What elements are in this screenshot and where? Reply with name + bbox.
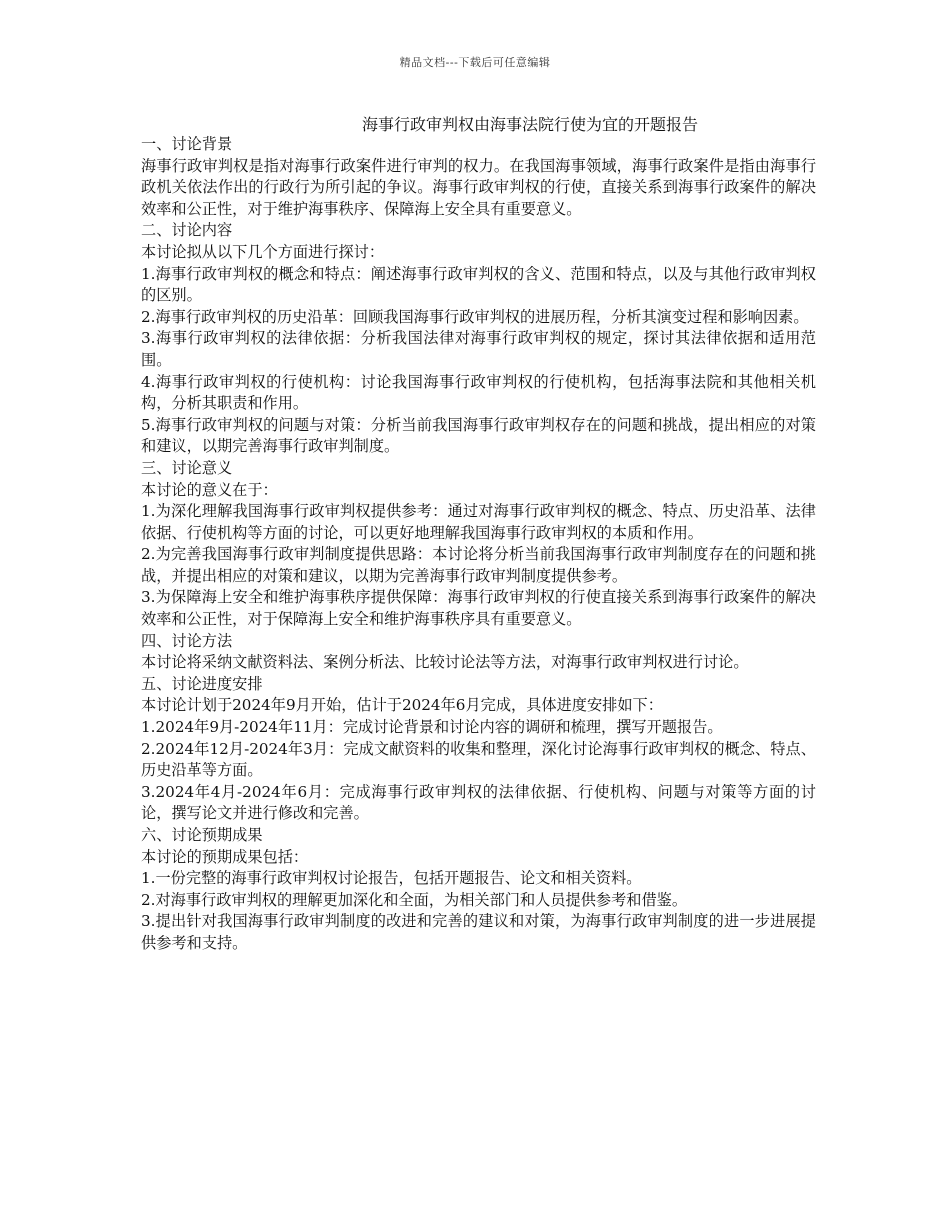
section-heading: 二、讨论内容 bbox=[141, 221, 233, 240]
paragraph: 2.2024年12月-2024年3月：完成文献资料的收集和整理，深化讨论海事行政审判权的概念、特点、历史沿革等方面。 bbox=[141, 739, 816, 780]
paragraph: 2.为完善我国海事行政审判制度提供思路：本讨论将分析当前我国海事行政审判制度存在的问题和挑战，并提出相应的对策和建议，以期为完善海事行政审判制度提供参考。 bbox=[141, 545, 816, 585]
section-heading: 六、讨论预期成果 bbox=[141, 826, 263, 844]
paragraph: 海事行政审判权是指对海事行政案件进行审判的权力。在我国海事领域，海事行政案件是指由海事行政机关依法作出的行政行为所引起的争议。海事行政审判权的行使，直接关系到海事行政案件的解决效率和公正性，对于维护海事秩序、保障海上安全具有重要意义。 bbox=[141, 156, 816, 218]
section-heading: 五、讨论进度安排 bbox=[141, 674, 263, 693]
section-heading: 四、讨论方法 bbox=[141, 631, 233, 650]
paragraph: 2.对海事行政审判权的理解更加深化和全面，为相关部门和人员提供参考和借鉴。 bbox=[141, 890, 688, 909]
page-header-note: 精品文档---下载后可任意编辑 bbox=[399, 56, 551, 69]
paragraph: 本讨论拟从以下几个方面进行探讨： bbox=[141, 242, 384, 261]
paragraph: 4.海事行政审判权的行使机构：讨论我国海事行政审判权的行使机构，包括海事法院和其他相关机构，分析其职责和作用。 bbox=[141, 372, 816, 413]
paragraph: 1.海事行政审判权的概念和特点：阐述海事行政审判权的含义、范围和特点，以及与其他行政审判权的区别。 bbox=[141, 264, 816, 305]
section-heading: 三、讨论意义 bbox=[141, 458, 233, 477]
document-body bbox=[141, 134, 816, 955]
paragraph: 1.一份完整的海事行政审判权讨论报告，包括开题报告、论文和相关资料。 bbox=[141, 869, 642, 888]
paragraph: 1.为深化理解我国海事行政审判权提供参考：通过对海事行政审判权的概念、特点、历史沿革、法律依据、行使机构等方面的讨论，可以更好地理解我国海事行政审判权的本质和作用。 bbox=[141, 502, 816, 542]
paragraph: 3.海事行政审判权的法律依据：分析我国法律对海事行政审判权的规定，探讨其法律依据和适用范围。 bbox=[141, 329, 816, 369]
paragraph: 本讨论计划于2024年9月开始，估计于2024年6月完成，具体进度安排如下： bbox=[141, 696, 663, 715]
paragraph: 3.提出针对我国海事行政审判制度的改进和完善的建议和对策，为海事行政审判制度的进一步进展提供参考和支持。 bbox=[141, 912, 816, 952]
paragraph: 本讨论的预期成果包括： bbox=[141, 847, 309, 866]
paragraph: 2.海事行政审判权的历史沿革：回顾我国海事行政审判权的进展历程，分析其演变过程和影响因素。 bbox=[141, 307, 809, 326]
paragraph: 本讨论将采纳文献资料法、案例分析法、比较讨论法等方法，对海事行政审判权进行讨论。 bbox=[141, 653, 749, 672]
paragraph: 3.2024年4月-2024年6月：完成海事行政审判权的法律依据、行使机构、问题与对策等方面的讨论，撰写论文并进行修改和完善。 bbox=[141, 782, 816, 823]
document-title: 海事行政审判权由海事法院行使为宜的开题报告 bbox=[362, 115, 699, 134]
section-heading: 一、讨论背景 bbox=[141, 135, 233, 153]
paragraph: 3.为保障海上安全和维护海事秩序提供保障：海事行政审判权的行使直接关系到海事行政案件的解决效率和公正性，对于保障海上安全和维护海事秩序具有重要意义。 bbox=[141, 588, 816, 629]
paragraph: 5.海事行政审判权的问题与对策：分析当前我国海事行政审判权存在的问题和挑战，提出相应的对策和建议，以期完善海事行政审判制度。 bbox=[141, 415, 816, 456]
paragraph: 本讨论的意义在于： bbox=[141, 480, 278, 499]
paragraph: 1.2024年9月-2024年11月：完成讨论背景和讨论内容的调研和梳理，撰写开题报告。 bbox=[141, 718, 723, 737]
